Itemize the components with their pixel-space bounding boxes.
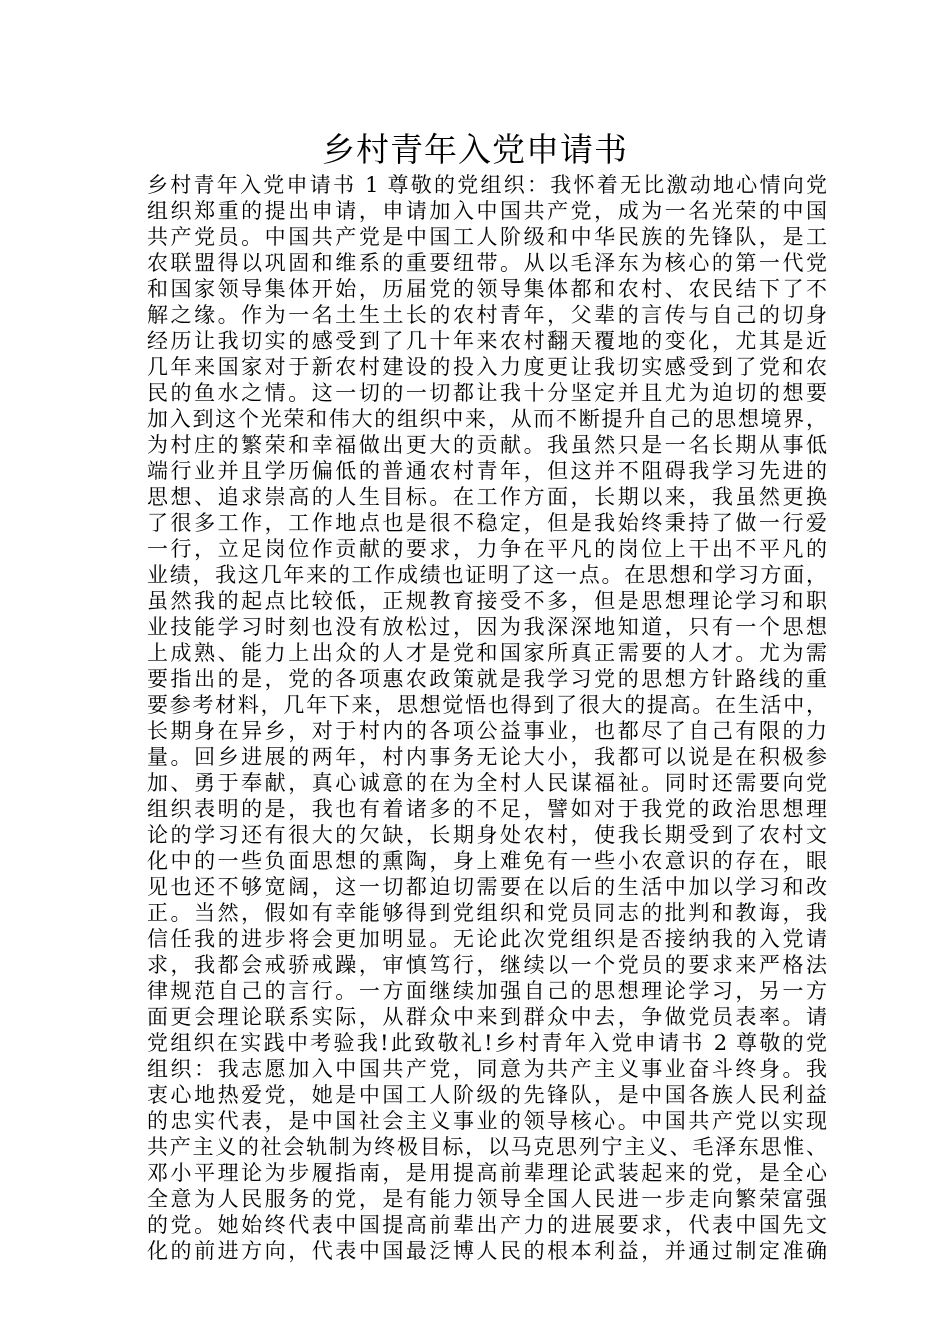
body-line: 业绩，我这几年来的工作成绩也证明了这一点。在思想和学习方面， [147, 563, 827, 587]
body-line: 要指出的是，党的各项惠农政策就是我学习党的思想方针路线的重 [147, 667, 827, 691]
body-line: 为村庄的繁荣和幸福做出更大的贡献。我虽然只是一名长期从事低 [147, 433, 827, 457]
body-line: 组织：我志愿加入中国共产党，同意为共产主义事业奋斗终身。我 [147, 1057, 827, 1081]
body-line: 的党。她始终代表中国提高前辈出产力的进展要求，代表中国先文 [147, 1213, 827, 1237]
document-body [147, 172, 827, 1264]
body-line: 和国家领导集体开始，历届党的领导集体都和农村、农民结下了不 [147, 277, 827, 301]
body-line: 农联盟得以巩固和维系的重要纽带。从以毛泽东为核心的第一代党 [147, 251, 827, 275]
body-line: 组织表明的是，我也有着诸多的不足，譬如对于我党的政治思想理 [147, 797, 827, 821]
body-line: 乡村青年入党申请书 1 尊敬的党组织：我怀着无比激动地心情向党 [147, 173, 827, 197]
body-line: 衷心地热爱党，她是中国工人阶级的先锋队，是中国各族人民利益 [147, 1083, 827, 1107]
body-line: 化中的一些负面思想的熏陶，身上难免有一些小农意识的存在，眼 [147, 849, 827, 873]
body-line: 的忠实代表，是中国社会主义事业的领导核心。中国共产党以实现 [147, 1109, 827, 1133]
body-line: 共产党员。中国共产党是中国工人阶级和中华民族的先锋队，是工 [147, 225, 827, 249]
body-line: 律规范自己的言行。一方面继续加强自己的思想理论学习，另一方 [147, 979, 827, 1003]
body-line: 虽然我的起点比较低，正规教育接受不多，但是思想理论学习和职 [147, 589, 827, 613]
body-line: 端行业并且学历偏低的普通农村青年，但这并不阻碍我学习先进的 [147, 459, 827, 483]
body-line: 信任我的进步将会更加明显。无论此次党组织是否接纳我的入党请 [147, 927, 827, 951]
body-line: 全意为人民服务的党，是有能力领导全国人民进一步走向繁荣富强 [147, 1187, 827, 1211]
body-line: 思想、追求崇高的人生目标。在工作方面，长期以来，我虽然更换 [147, 485, 827, 509]
body-line: 论的学习还有很大的欠缺，长期身处农村，使我长期受到了农村文 [147, 823, 827, 847]
body-line: 了很多工作，工作地点也是很不稳定，但是我始终秉持了做一行爱 [147, 511, 827, 535]
body-line: 加入到这个光荣和伟大的组织中来，从而不断提升自己的思想境界， [147, 407, 827, 431]
body-line: 化的前进方向，代表中国最泛博人民的根本利益，并通过制定准确 [147, 1239, 827, 1263]
body-line: 长期身在异乡，对于村内的各项公益事业，也都尽了自己有限的力 [147, 719, 827, 743]
body-line: 面更会理论联系实际，从群众中来到群众中去，争做党员表率。请 [147, 1005, 827, 1029]
body-line: 组织郑重的提出申请，申请加入中国共产党，成为一名光荣的中国 [147, 199, 827, 223]
body-line: 要参考材料，几年下来，思想觉悟也得到了很大的提高。在生活中， [147, 693, 827, 717]
body-line: 业技能学习时刻也没有放松过，因为我深深地知道，只有一个思想 [147, 615, 827, 639]
body-line: 党组织在实践中考验我!此致敬礼!乡村青年入党申请书 2 尊敬的党 [147, 1031, 827, 1055]
body-line: 经历让我切实的感受到了几十年来农村翻天覆地的变化，尤其是近 [147, 329, 827, 353]
body-line: 解之缘。作为一名土生土长的农村青年，父辈的言传与自己的切身 [147, 303, 827, 327]
body-line: 求，我都会戒骄戒躁，审慎笃行，继续以一个党员的要求来严格法 [147, 953, 827, 977]
body-line: 上成熟、能力上出众的人才是党和国家所真正需要的人才。尤为需 [147, 641, 827, 665]
body-line: 民的鱼水之情。这一切的一切都让我十分坚定并且尤为迫切的想要 [147, 381, 827, 405]
body-line: 见也还不够宽阔，这一切都迫切需要在以后的生活中加以学习和改 [147, 875, 827, 899]
body-line: 正。当然，假如有幸能够得到党组织和党员同志的批判和教诲，我 [147, 901, 827, 925]
body-line: 邓小平理论为步履指南，是用提高前辈理论武装起来的党，是全心 [147, 1161, 827, 1185]
body-line: 共产主义的社会轨制为终极目标，以马克思列宁主义、毛泽东思惟、 [147, 1135, 827, 1159]
body-line: 几年来国家对于新农村建设的投入力度更让我切实感受到了党和农 [147, 355, 827, 379]
body-line: 加、勇于奉献，真心诚意的在为全村人民谋福祉。同时还需要向党 [147, 771, 827, 795]
body-line: 量。回乡进展的两年，村内事务无论大小，我都可以说是在积极参 [147, 745, 827, 769]
document-title: 乡村青年入党申请书 [322, 130, 628, 169]
body-line: 一行，立足岗位作贡献的要求，力争在平凡的岗位上干出不平凡的 [147, 537, 827, 561]
